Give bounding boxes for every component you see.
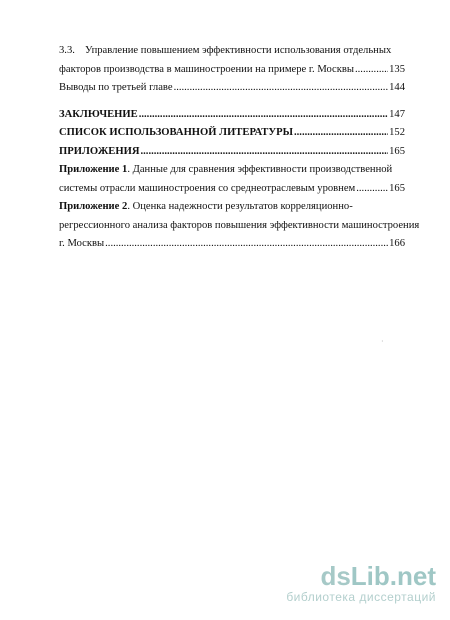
dot-leader xyxy=(356,180,388,199)
toc-entry-appendix-1-label: Приложение 1 xyxy=(59,164,128,175)
toc-entry-conclusion-page: 147 xyxy=(389,108,405,120)
toc-entry-3-3-line1 xyxy=(59,42,405,61)
toc-entry-appendices-page: 165 xyxy=(389,145,405,157)
toc-entry-appendix-1-line1 xyxy=(59,161,405,180)
toc-entry-conclusion-title: ЗАКЛЮЧЕНИЕ xyxy=(59,108,138,120)
dot-leader xyxy=(105,235,388,254)
toc-entry-conclusions-ch3-page: 144 xyxy=(389,82,405,93)
toc-entry-appendices xyxy=(59,143,405,162)
toc-entry-3-3-number: 3.3. xyxy=(59,45,75,56)
toc-entry-conclusions-ch3 xyxy=(59,79,405,98)
toc-entry-appendix-1-page: 165 xyxy=(389,182,405,194)
dot-leader xyxy=(294,124,388,143)
dot-leader xyxy=(355,61,388,80)
toc-entry-appendix-1-title-line2: системы отрасли машиностроения со среднеотраслевым уровнем xyxy=(59,182,356,194)
toc-entry-appendix-2-title-line1: . Оценка надежности результатов корреляционно- xyxy=(127,201,353,212)
toc-entry-3-3-title-line1: Управление повышением эффективности использования отдельных xyxy=(85,45,392,56)
toc-entry-appendix-1-line2 xyxy=(59,180,405,199)
table-of-contents xyxy=(59,42,420,254)
toc-entry-appendix-2-line1 xyxy=(59,198,405,217)
toc-entry-bibliography xyxy=(59,124,405,143)
dot-leader xyxy=(139,106,388,125)
dot-leader xyxy=(174,79,389,98)
toc-entry-3-3-title-line2: факторов производства в машиностроении на примере г. Москвы xyxy=(59,63,354,75)
toc-entry-appendices-title: ПРИЛОЖЕНИЯ xyxy=(59,145,140,157)
toc-entry-appendix-2-title-line2: регрессионного анализа факторов повышения эффективности машиностроения xyxy=(59,219,420,231)
watermark-subtitle: библиотека диссертаций xyxy=(286,590,436,604)
toc-entry-bibliography-title: СПИСОК ИСПОЛЬЗОВАННОЙ ЛИТЕРАТУРЫ xyxy=(59,127,293,138)
dot-leader xyxy=(141,143,389,162)
toc-entry-bibliography-page: 152 xyxy=(389,127,405,138)
toc-entry-appendix-2-line2 xyxy=(59,217,420,236)
toc-entry-conclusions-ch3-title: Выводы по третьей главе xyxy=(59,82,173,93)
toc-entry-appendix-2-page: 166 xyxy=(389,238,405,249)
watermark xyxy=(286,562,436,604)
toc-entry-appendix-1-title-line1: . Данные для сравнения эффективности производственной xyxy=(127,164,393,175)
stray-mark: · xyxy=(381,337,384,346)
toc-entry-appendix-2-label: Приложение 2 xyxy=(59,201,128,212)
toc-entry-appendix-2-line3 xyxy=(59,235,405,254)
toc-entry-3-3-line2 xyxy=(59,61,405,80)
toc-entry-appendix-2-title-line3: г. Москвы xyxy=(59,238,105,249)
toc-entry-3-3-page: 135 xyxy=(389,63,405,75)
toc-entry-conclusion xyxy=(59,106,405,125)
watermark-logo: dsLib.net xyxy=(320,561,436,591)
